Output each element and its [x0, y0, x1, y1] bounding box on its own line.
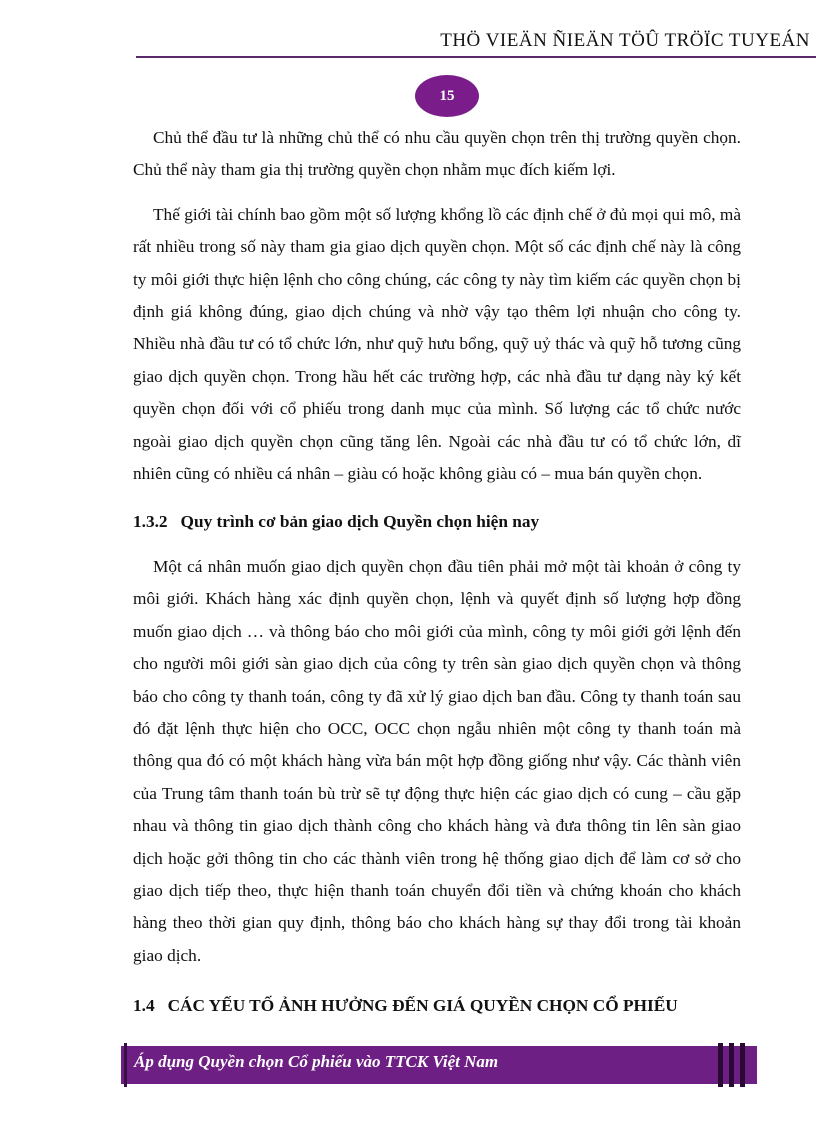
footer-text: Áp dụng Quyền chọn Cổ phiếu vào TTCK Việt Nam	[134, 1052, 499, 1071]
footer-bar	[740, 1043, 745, 1087]
footer-bar	[718, 1043, 723, 1087]
header-rule	[136, 56, 816, 58]
footer-right-bars	[718, 1043, 745, 1087]
paragraph-institutions: Thế giới tài chính bao gồm một số lượng khổng lồ các định chế ở đủ mọi qui mô, mà rất nhiều trong số này tham gia giao dịch quyền chọn. Một số các định chế này là công ty môi giới thực hiện lệnh cho công chúng, các công ty này tìm kiếm các quyền chọn bị định giá không đúng, giao dịch chúng và nhờ vậy tạo thêm lợi nhuận cho công ty. Nhiều nhà đầu tư có tổ chức lớn, như quỹ hưu bổng, quỹ uỷ thác và quỹ hỗ tương cũng giao dịch quyền chọn. Trong hầu hết các trường hợp, các nhà đầu tư dạng này ký kết quyền chọn đối với cổ phiếu trong danh mục của mình. Số lượng các tổ chức nước ngoài giao dịch quyền chọn cũng tăng lên. Ngoài các nhà đầu tư có tổ chức lớn, dĩ nhiên cũng có nhiều cá nhân – giàu có hoặc không giàu có – mua bán quyền chọn.	[133, 204, 741, 484]
header-title: THÖ VIEÄN ÑIEÄN TÖÛ TRÖÏC TUYEÁN	[440, 30, 810, 51]
paragraph-process: Một cá nhân muốn giao dịch quyền chọn đầu tiên phải mở một tài khoản ở công ty môi giới. Khách hàng xác định quyền chọn, lệnh và quyết định số lượng hợp đồng muốn giao dịch … và thông báo cho môi giới của mình, công ty môi giới gởi lệnh đến cho người môi giới sàn giao dịch của công ty trên sàn giao dịch quyền chọn và thông báo cho công ty thanh toán, công ty đã xử lý giao dịch ban đầu. Công ty thanh toán sau đó đặt lệnh thực hiện cho OCC, OCC chọn ngẫu nhiên một công ty thanh toán mà thông qua đó có một khách hàng vừa bán một hợp đồng giống như vậy. Các thành viên của Trung tâm thanh toán bù trừ sẽ tự động thực hiện các giao dịch có cung – cầu gặp nhau và thông tin giao dịch thành công cho khách hàng và đưa thông tin lên sàn giao dịch hoặc gởi thông tin cho các thành viên trong hệ thống giao dịch để làm cơ sở cho giao dịch tiếp theo, thực hiện thanh toán chuyển đổi tiền và chứng khoán cho khách hàng theo thời gian quy định, thông báo cho khách hàng sự thay đổi trong tài khoản giao dịch.	[133, 556, 741, 965]
footer-bar	[729, 1043, 734, 1087]
section-heading-1-3-2: 1.3.2 Quy trình cơ bản giao dịch Quyền chọn hiện nay	[133, 512, 540, 532]
footer-left-bar	[124, 1043, 127, 1087]
section-heading-1-4: 1.4 CÁC YẾU TỐ ẢNH HƯỞNG ĐẾN GIÁ QUYỀN CHỌN CỔ PHIẾU	[133, 996, 678, 1016]
page-number: 15	[439, 87, 455, 104]
document-body	[133, 122, 741, 1035]
page-number-badge	[415, 75, 479, 117]
paragraph-investors: Chủ thể đầu tư là những chủ thể có nhu cầu quyền chọn trên thị trường quyền chọn. Chủ thể này tham gia thị trường quyền chọn nhằm mục đích kiếm lợi.	[133, 128, 741, 180]
